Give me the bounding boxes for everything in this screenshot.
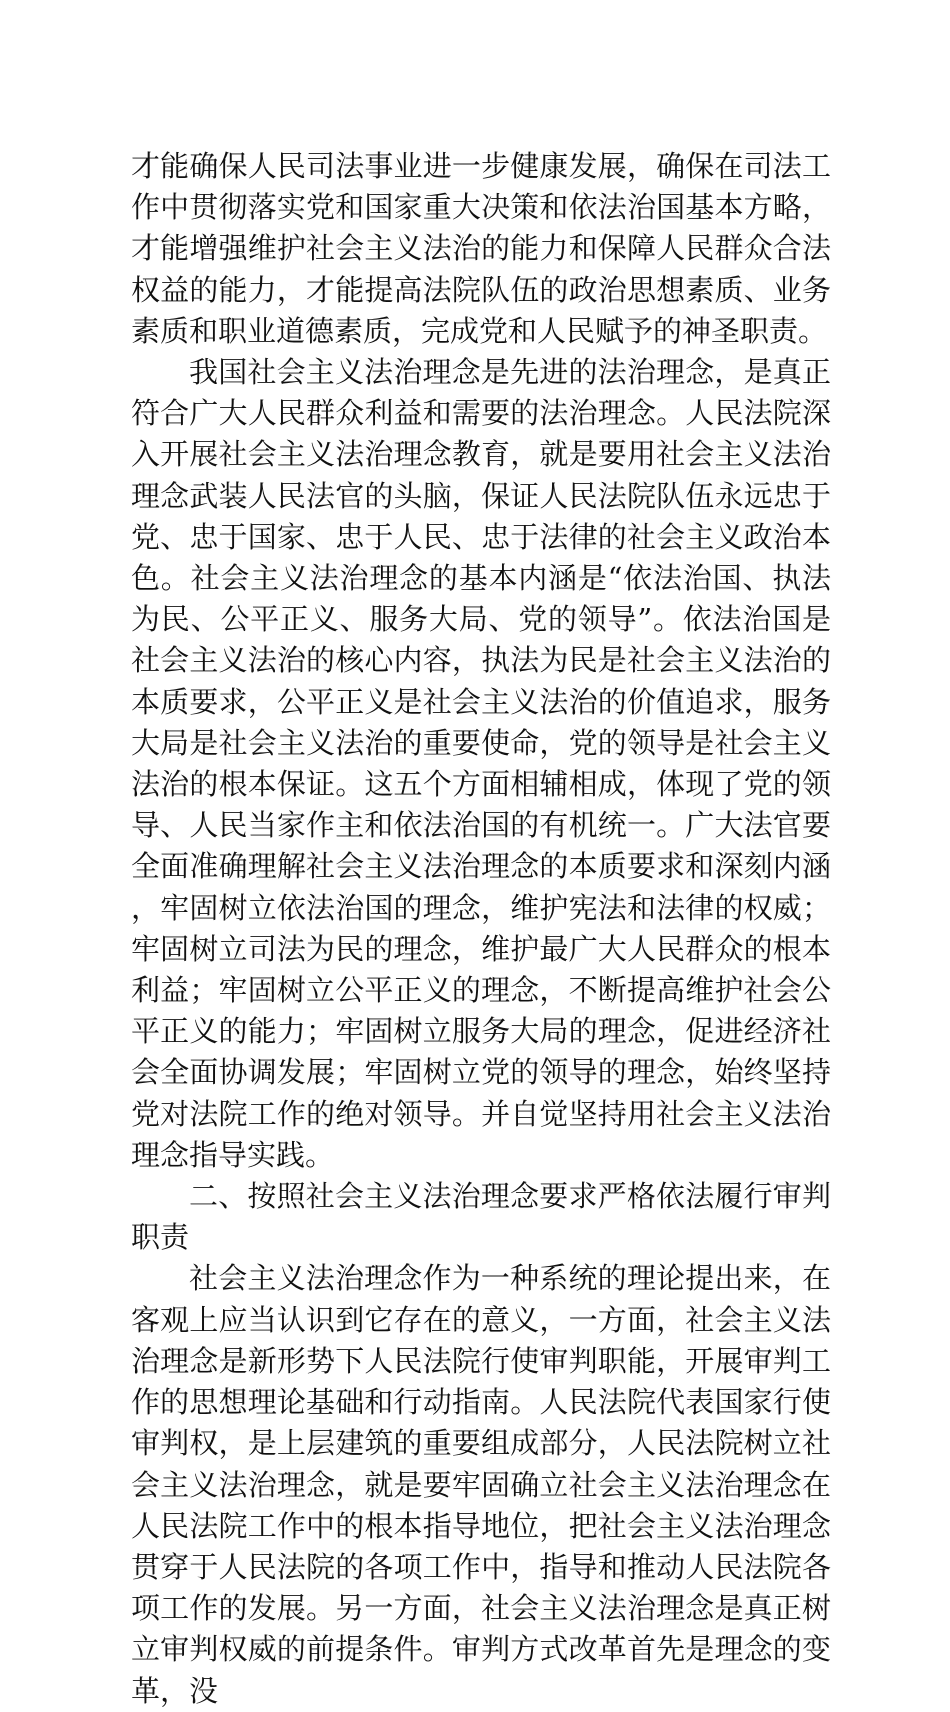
section-heading-2: 二、按照社会主义法治理念要求严格依法履行审判职责 — [131, 1179, 831, 1255]
document-page — [131, 146, 831, 1712]
paragraph-section-2-body: 社会主义法治理念作为一种系统的理论提出来，在客观上应当认识到它存在的意义，一方面，社会主义法治理念是新形势下人民法院行使审判职能，开展审判工作的思想理论基础和行动指南。人民法院代表国家行使审判权，是上层建筑的重要组成部分，人民法院树立社会主义法治理念，就是要牢固确立社会主义法治理念在人民法院工作中的根本指导地位，把社会主义法治理念贯穿于人民法院的各项工作中，指导和推动人民法院各项工作的发展。另一方面，社会主义法治理念是真正树立审判权威的前提条件。审判方式改革首先是理念的变革，没 — [131, 1261, 831, 1708]
paragraph-socialist-rule-of-law-concept: 我国社会主义法治理念是先进的法治理念，是真正符合广大人民群众利益和需要的法治理念。人民法院深入开展社会主义法治理念教育，就是要用社会主义法治理念武装人民法官的头脑，保证人民法院队伍永远忠于党、忠于国家、忠于人民、忠于法律的社会主义政治本色。社会主义法治理念的基本内涵是“依法治国、执法为民、公平正义、服务大局、党的领导”。依法治国是社会主义法治的核心内容，执法为民是社会主义法治的本质要求，公平正义是社会主义法治的价值追求，服务大局是社会主义法治的重要使命，党的领导是社会主义法治的根本保证。这五个方面相辅相成，体现了党的领导、人民当家作主和依法治国的有机统一。广大法官要全面准确理解社会主义法治理念的本质要求和深刻内涵，牢固树立依法治国的理念，维护宪法和法律的权威；牢固树立司法为民的理念，维护最广大人民群众的根本利益；牢固树立公平正义的理念，不断提高维护社会公平正义的能力；牢固树立服务大局的理念，促进经济社会全面协调发展；牢固树立党的领导的理念，始终坚持党对法院工作的绝对领导。并自觉坚持用社会主义法治理念指导实践。 — [131, 355, 831, 1172]
paragraph-continued: 才能确保人民司法事业进一步健康发展，确保在司法工作中贯彻落实党和国家重大决策和依法治国基本方略，才能增强维护社会主义法治的能力和保障人民群众合法权益的能力，才能提高法院队伍的政治思想素质、业务素质和职业道德素质，完成党和人民赋予的神圣职责。 — [131, 149, 831, 348]
